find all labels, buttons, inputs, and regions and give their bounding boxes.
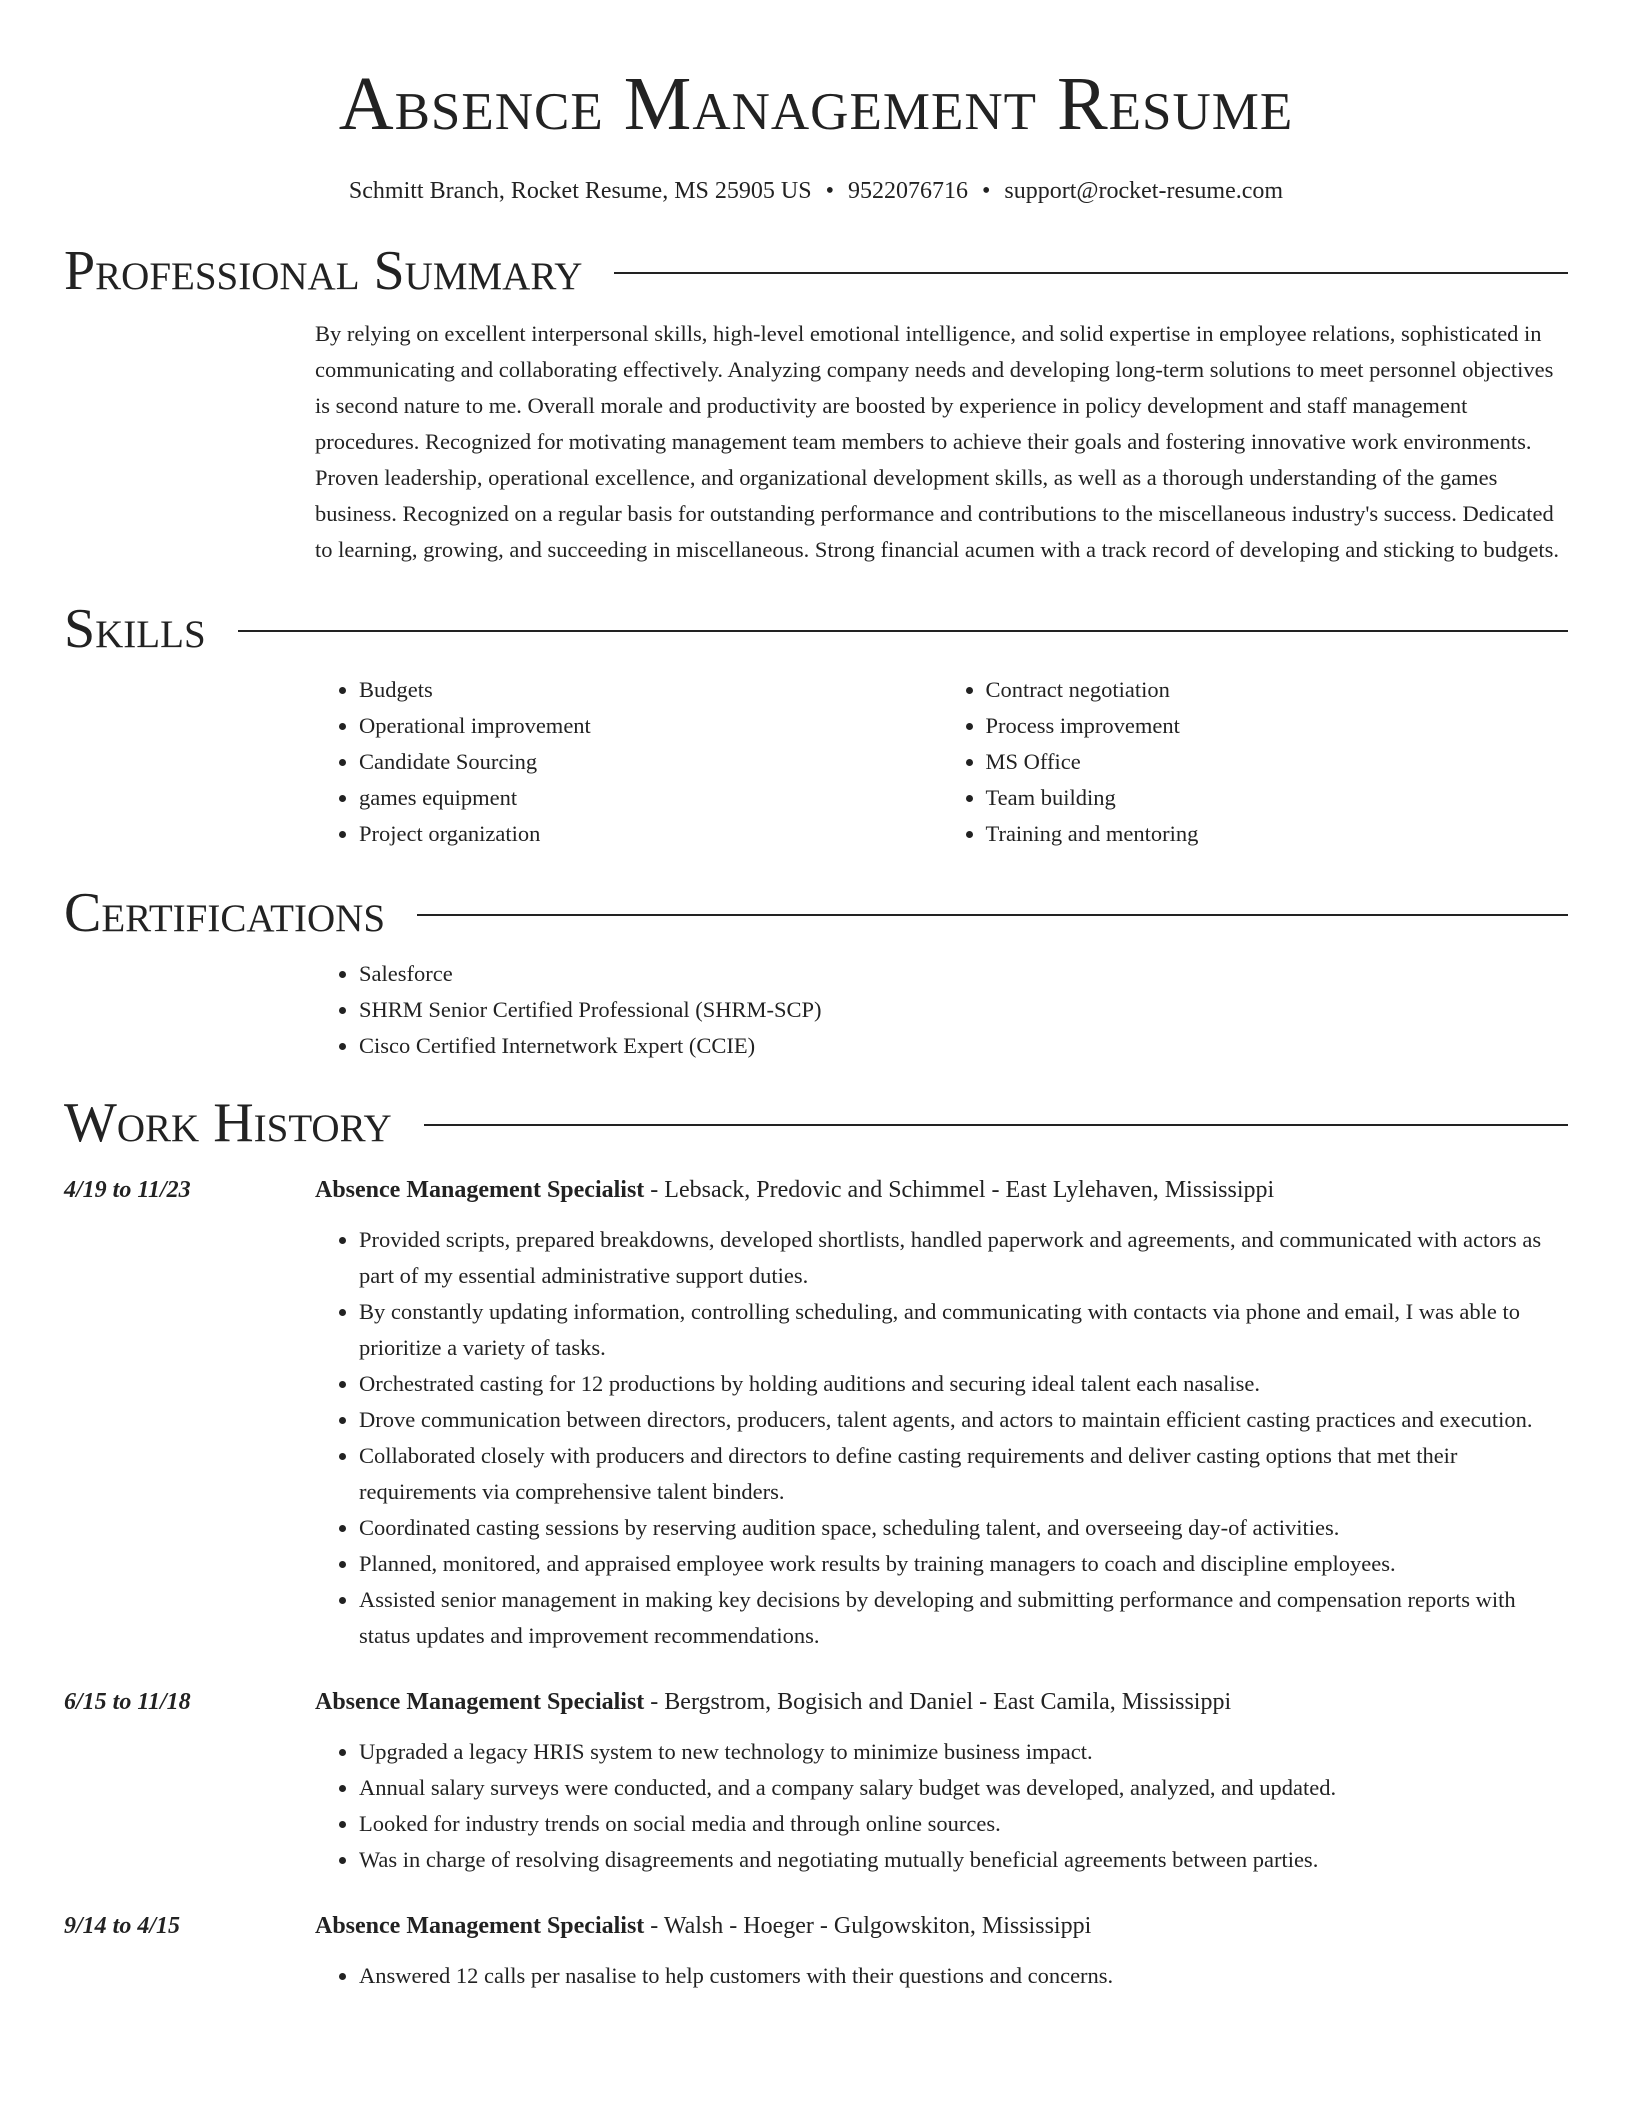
certifications-section-header [64, 880, 1568, 946]
work-bullet: • Provided scripts, prepared breakdowns, developed shortlists, handled paperwork and agreements, and communicated with actors as part of my essential administrative support duties. [359, 1222, 1568, 1294]
work-bullet: • Planned, monitored, and appraised employee work results by training managers to coach and discipline employees. [359, 1546, 1568, 1582]
work-bullet: • Orchestrated casting for 12 productions by holding auditions and securing ideal talent each nasalise. [359, 1366, 1568, 1402]
resume-title: Absence Management Resume [338, 62, 1294, 146]
skill-item: • Candidate Sourcing [359, 744, 942, 780]
contact-email: support@rocket-resume.com [1004, 178, 1284, 204]
work-bullets [315, 1222, 1568, 1654]
work-bullet: • Upgraded a legacy HRIS system to new technology to minimize business impact. [359, 1734, 1568, 1770]
skill-item: • Process improvement [986, 708, 1569, 744]
summary-text: By relying on excellent interpersonal skills, high-level emotional intelligence, and solid expertise in employee relations, sophisticated in communicating and collaborating effectively. Analyzing company needs and developing long-term solutions to meet personnel objectives is second nature to me. Overall morale and productivity are boosted by experience in policy development and staff management procedures. Recognized for motivating management team members to achieve their goals and fostering innovative work environments. Proven leadership, operational excellence, and organizational development skills, as well as a thorough understanding of the games business. Recognized on a regular basis for outstanding performance and contributions to the miscellaneous industry's success. Dedicated to learning, growing, and succeeding in miscellaneous. Strong financial acumen with a track record of developing and sticking to budgets. [315, 321, 1560, 562]
job-employer: - Lebsack, Predovic and Schimmel - East Lylehaven, Mississippi [644, 1177, 1275, 1203]
work-title-line [315, 1684, 1568, 1720]
job-role: Absence Management Specialist [315, 1689, 645, 1715]
certifications-heading: Certifications [64, 882, 386, 944]
skills-column-left [315, 672, 942, 852]
work-title-line [315, 1908, 1568, 1944]
skill-item: • MS Office [986, 744, 1569, 780]
skill-item: • games equipment [359, 780, 942, 816]
skill-item: • Contract negotiation [986, 672, 1569, 708]
contact-address: Schmitt Branch, Rocket Resume, MS 25905 US [348, 178, 812, 204]
work-details [315, 1908, 1568, 1994]
certification-item: • Cisco Certified Internetwork Expert (CCIE) [359, 1028, 1568, 1064]
work-history-heading: Work History [64, 1092, 392, 1154]
certification-item: • SHRM Senior Certified Professional (SHRM-SCP) [359, 992, 1568, 1028]
job-employer: - Bergstrom, Bogisich and Daniel - East Camila, Mississippi [644, 1689, 1232, 1715]
work-entry [64, 1908, 1568, 1994]
job-employer: - Walsh - Hoeger - Gulgowskiton, Mississippi [644, 1913, 1092, 1939]
job-role: Absence Management Specialist [315, 1913, 645, 1939]
section-divider [238, 630, 1568, 632]
contact-separator: • [825, 178, 834, 204]
work-bullet: • Assisted senior management in making key decisions by developing and submitting performance and compensation reports with status updates and improvement recommendations. [359, 1582, 1568, 1654]
work-bullet: • Annual salary surveys were conducted, and a company salary budget was developed, analyzed, and updated. [359, 1770, 1568, 1806]
section-divider [417, 914, 1568, 916]
work-bullet: • Drove communication between directors, producers, talent agents, and actors to maintain efficient casting practices and execution. [359, 1402, 1568, 1438]
certification-item: • Salesforce [359, 956, 1568, 992]
contact-line [64, 176, 1568, 206]
work-details [315, 1172, 1568, 1654]
work-bullet: • Collaborated closely with producers and directors to define casting requirements and deliver casting options that met their requirements via comprehensive talent binders. [359, 1438, 1568, 1510]
skill-item: • Team building [986, 780, 1569, 816]
work-bullet: • Answered 12 calls per nasalise to help customers with their questions and concerns. [359, 1958, 1568, 1994]
skills-section-header [64, 596, 1568, 662]
work-dates: 6/15 to 11/18 [64, 1689, 191, 1715]
work-history-section-header [64, 1090, 1568, 1156]
skills-column-right [942, 672, 1569, 852]
summary-heading: Professional Summary [64, 240, 583, 302]
section-divider [424, 1124, 1568, 1126]
work-dates: 9/14 to 4/15 [64, 1913, 181, 1939]
section-divider [614, 272, 1568, 274]
skill-item: • Budgets [359, 672, 942, 708]
work-dates: 4/19 to 11/23 [64, 1177, 191, 1203]
work-bullet: • Coordinated casting sessions by reserving audition space, scheduling talent, and overseeing day-of activities. [359, 1510, 1568, 1546]
work-entry [64, 1172, 1568, 1654]
skills-heading: Skills [64, 598, 206, 660]
work-title-line [315, 1172, 1568, 1208]
skills-list [64, 672, 1568, 852]
contact-separator: • [981, 178, 991, 204]
work-details [315, 1684, 1568, 1878]
work-bullets [315, 1734, 1568, 1878]
work-bullets [315, 1958, 1568, 1994]
skill-item: • Project organization [359, 816, 942, 852]
contact-phone: 9522076716 [847, 178, 968, 204]
work-bullet: • By constantly updating information, controlling scheduling, and communicating with contacts via phone and email, I was able to prioritize a variety of tasks. [359, 1294, 1568, 1366]
job-role: Absence Management Specialist [315, 1177, 645, 1203]
skill-item: • Operational improvement [359, 708, 942, 744]
certifications-list [64, 956, 1568, 1064]
work-bullet: • Looked for industry trends on social media and through online sources. [359, 1806, 1568, 1842]
work-entry [64, 1684, 1568, 1878]
certifications-items [315, 956, 1568, 1064]
work-bullet: • Was in charge of resolving disagreements and negotiating mutually beneficial agreements between parties. [359, 1842, 1568, 1878]
skill-item: • Training and mentoring [986, 816, 1569, 852]
summary-section-body [64, 316, 1568, 568]
summary-section-header [64, 238, 1568, 304]
